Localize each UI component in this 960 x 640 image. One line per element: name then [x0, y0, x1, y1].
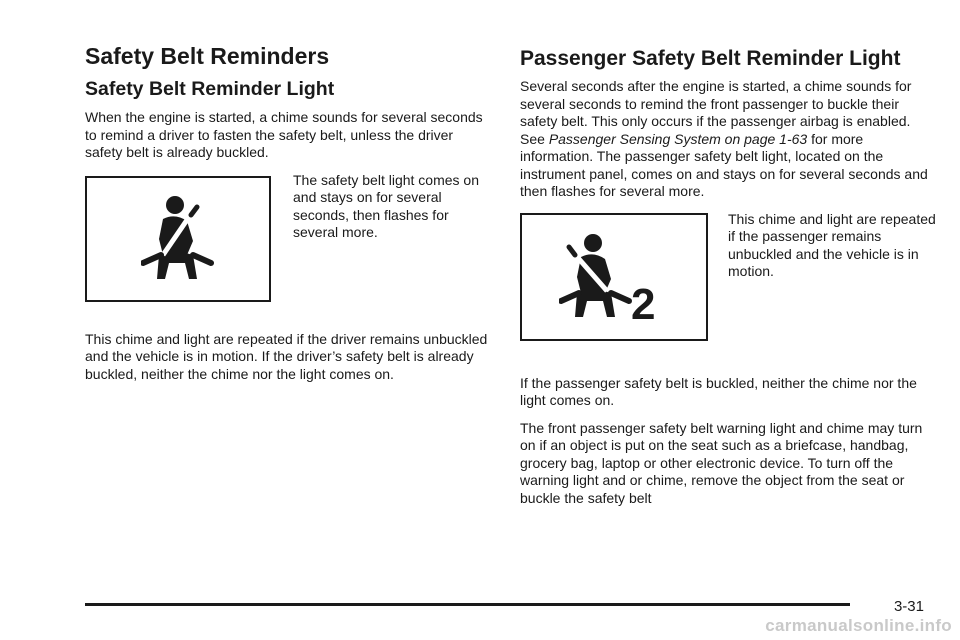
section-title: Safety Belt Reminders [85, 43, 330, 69]
driver-figure-caption: The safety belt light comes on and stays on for several seconds, then flashes for several more. [293, 171, 479, 241]
passenger-figure-block [520, 210, 936, 361]
passenger-figure-caption: This chime and light are repeated if the passenger remains unbuckled and the vehicle is in motion. [728, 210, 936, 280]
right-column [520, 42, 936, 517]
subsection-title: Safety Belt Reminder Light [85, 77, 335, 100]
passenger-section-title: Passenger Safety Belt Reminder Light [520, 47, 901, 70]
passenger-paragraph-2: If the passenger safety belt is buckled, neither the chime nor the light comes on. [520, 374, 917, 409]
passenger-paragraph-3: The front passenger safety belt warning light and chime may turn on if an object is put on the seat such as a briefcase, handbag, grocery bag, laptop or other electronic device. To turn off the warning light and or chime, remove the object from the seat or buckle the safety belt [520, 419, 923, 506]
left-column [85, 42, 490, 393]
passenger-intro-paragraph: Several seconds after the engine is started, a chime sounds for several seconds to remind the front passenger to buckle their safety belt. This only occurs if the passenger airbag is enabled. See Passenger Sensing System on page 1-63 for more information. The passenger safety belt light, located on the instrument panel, comes on and stays on for several seconds and then flashes for several more. [520, 78, 928, 200]
outro-paragraph: This chime and light are repeated if the driver remains unbuckled and the vehicle is in motion. If the driver’s safety belt is already buckled, neither the chime nor the light comes on. [85, 330, 488, 382]
driver-figure [85, 176, 271, 302]
intro-paragraph: When the engine is started, a chime sounds for several seconds to remind a driver to fasten the safety belt, unless the driver safety belt is already buckled. [85, 109, 483, 161]
footer-rule [85, 603, 850, 606]
passenger-sensing-xref[interactable]: Passenger Sensing System on page 1-63 [548, 130, 808, 147]
page-number: 3-31 [893, 598, 924, 615]
watermark: carmanualsonline.info [765, 616, 952, 635]
passenger-figure [520, 213, 708, 341]
driver-figure-block [85, 172, 490, 317]
passenger-seatbelt-icon [559, 233, 669, 321]
passenger-figure-number: 2 [631, 279, 656, 321]
driver-seatbelt-icon [141, 195, 215, 283]
